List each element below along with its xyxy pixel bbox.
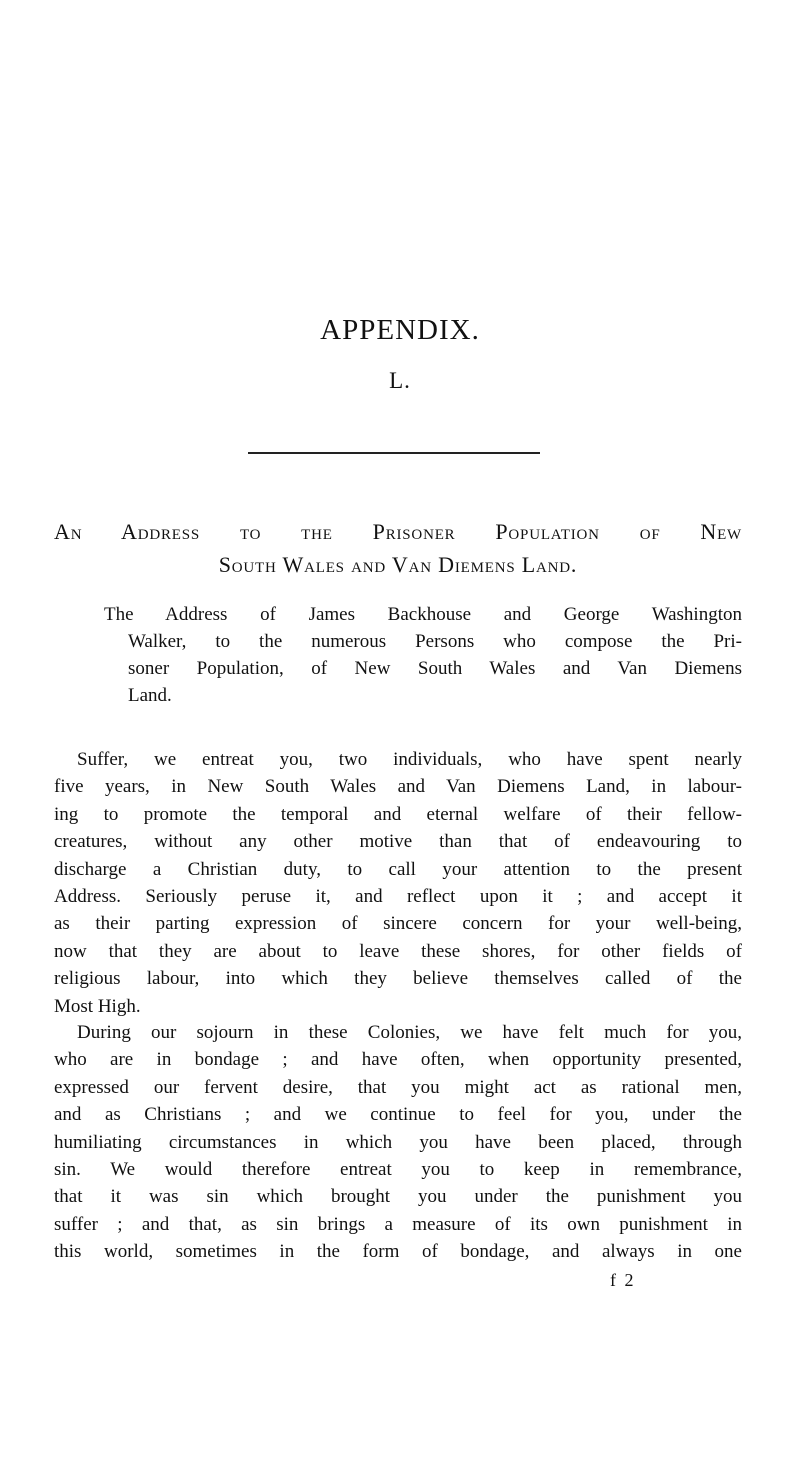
paragraph-line: religious labour, into which they believe themselves called of the	[54, 968, 742, 990]
intro-line: Land.	[128, 685, 172, 706]
paragraph-line: expressed our fervent desire, that you might act as rational men,	[54, 1076, 742, 1098]
paragraph-line: that it was sin which brought you under the punishment you	[54, 1186, 742, 1208]
address-intro	[104, 601, 742, 709]
paragraph-line: Most High.	[54, 995, 141, 1017]
paragraph-line: humiliating circumstances in which you have been placed, through	[54, 1131, 742, 1153]
appendix-heading: APPENDIX.	[320, 314, 480, 346]
paragraph-line: as their parting expression of sincere concern for your well-being,	[54, 913, 742, 935]
horizontal-rule	[248, 452, 540, 454]
appendix-letter: L.	[389, 368, 411, 393]
intro-line: The Address of James Backhouse and George Washington	[104, 604, 742, 625]
body-paragraph	[54, 746, 742, 1020]
paragraph-line: this world, sometimes in the form of bondage, and always in one	[54, 1241, 742, 1263]
address-title	[54, 515, 742, 581]
paragraph-line: now that they are about to leave these shores, for other fields of	[54, 940, 742, 962]
paragraph-line: five years, in New South Wales and Van Diemens Land, in labour-	[54, 776, 742, 798]
body-paragraph	[54, 1019, 742, 1266]
paragraph-line: and as Christians ; and we continue to feel for you, under the	[54, 1104, 742, 1126]
paragraph-line: sin. We would therefore entreat you to keep in remembrance,	[54, 1159, 742, 1181]
paragraph-line: creatures, without any other motive than that of endeavouring to	[54, 831, 742, 853]
signature-mark: f 2	[610, 1270, 636, 1290]
title-line: South Wales and Van Diemens Land.	[218, 552, 578, 577]
paragraph-line: During our sojourn in these Colonies, we have felt much for you,	[77, 1022, 742, 1043]
intro-line: Walker, to the numerous Persons who compose the Pri-	[128, 631, 742, 652]
intro-line: soner Population, of New South Wales and Van Diemens	[128, 658, 742, 679]
title-line: An Address to the Prisoner Population of New	[54, 519, 742, 544]
paragraph-line: who are in bondage ; and have often, when opportunity presented,	[54, 1049, 742, 1071]
paragraph-line: ing to promote the temporal and eternal welfare of their fellow-	[54, 803, 742, 825]
paragraph-line: Suffer, we entreat you, two individuals, who have spent nearly	[77, 749, 742, 770]
paragraph-line: discharge a Christian duty, to call your attention to the present	[54, 858, 742, 880]
paragraph-line: Address. Seriously peruse it, and reflect upon it ; and accept it	[54, 886, 742, 908]
paragraph-line: suffer ; and that, as sin brings a measure of its own punishment in	[54, 1213, 742, 1235]
